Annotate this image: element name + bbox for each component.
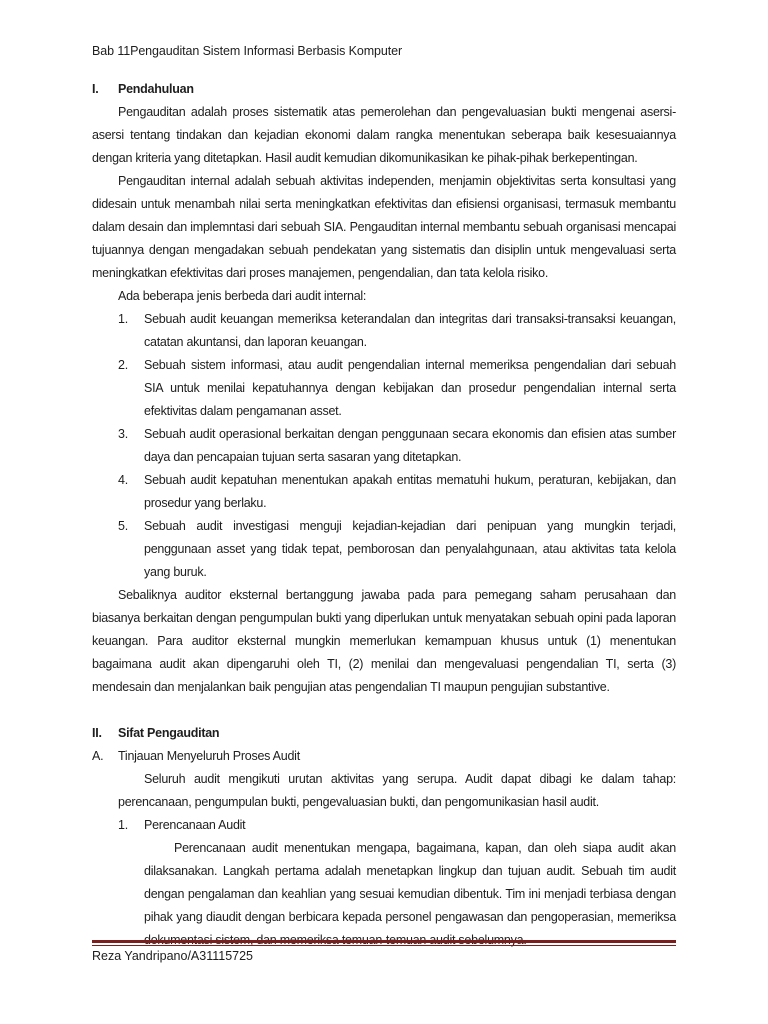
section-number: II. — [92, 726, 102, 740]
paragraph: Sebaliknya auditor eksternal bertanggung jawaba pada para pemegang saham perusahaan dan biasanya berkaitan dengan pengumpulan bukti yang diperlukan untuk menyatakan sebuah opini pada laporan keuangan. Para auditor eksternal mungkin memerlukan kemampuan khusus untuk (1) menentukan bagaimana audit akan dipengaruhi oleh TI, (2) menilai dan mengevaluasi pengendalian TI, serta (3) mendesain dan menjalankan baik pengujian atas pengendalian TI maupun pengujian substantive. — [92, 588, 676, 694]
list-item-text: Sebuah audit keuangan memeriksa keterandalan dan integritas dari transaksi-transaksi keuangan, catatan akuntansi, dan laporan keuangan. — [144, 312, 676, 349]
list-item — [92, 469, 676, 515]
section-title: Pendahuluan — [118, 82, 194, 96]
subsection-letter: A. — [92, 749, 104, 763]
page-footer: Reza Yandripano/A31115725 — [92, 949, 254, 963]
paragraph: Perencanaan audit menentukan mengapa, bagaimana, kapan, dan oleh siapa audit akan dilaksanakan. Langkah pertama adalah menetapkan lingkup dan tujuan audit. Sebuah tim audit dengan pengalaman dan keahlian yang sesuai kemudian dibentuk. Tim ini menjadi terbiasa dengan pihak yang diaudit dengan berbicara kepada personel pengawasan dan pengoperasian, memeriksa — [144, 841, 676, 924]
subsection-heading-a — [92, 745, 676, 768]
subsection-title: Tinjauan Menyeluruh Proses Audit — [118, 749, 300, 763]
list-item — [92, 308, 676, 354]
section-title: Sifat Pengauditan — [118, 726, 220, 740]
list-number: 5. — [118, 519, 128, 533]
footer-rule-thin — [92, 945, 676, 946]
paragraph: Pengauditan adalah proses sistematik atas pemerolehan dan pengevaluasian bukti mengenai asersi-asersi tentang tindakan dan kejadian ekonomi dalam rangka menentukan seberapa baik kesesuaiannya dengan kriteria yang ditetapkan. Hasil audit kemudian dikomunikasikan ke pihak-pihak berkepentingan. — [92, 105, 676, 165]
list-item — [92, 423, 676, 469]
list-item-text: Sebuah audit investigasi menguji kejadian-kejadian dari penipuan yang mungkin terjadi, penggunaan asset yang tidak tepat, pemborosan dan penyalahgunaan, atau aktivitas tata kelola yang buruk. — [144, 519, 676, 579]
paragraph: Seluruh audit mengikuti urutan aktivitas yang serupa. Audit dapat dibagi ke dalam tahap: perencanaan, pengumpulan bukti, pengevaluasian bukti, dan pengomunikasian hasil audit. — [118, 772, 676, 809]
list-intro: Ada beberapa jenis berbeda dari audit internal: — [118, 289, 367, 303]
list-number: 1. — [118, 312, 128, 326]
audit-types-list — [92, 308, 676, 584]
list-number: 3. — [118, 427, 128, 441]
footer-rule-thick — [92, 940, 676, 943]
section-heading-1 — [92, 78, 676, 101]
subsection-number: 1. — [118, 818, 128, 832]
spacer — [92, 699, 676, 722]
list-item — [92, 354, 676, 423]
section-heading-2 — [92, 722, 676, 745]
list-item-text: Sebuah audit kepatuhan menentukan apakah entitas mematuhi hukum, peraturan, kebijakan, dan prosedur yang berlaku. — [144, 473, 676, 510]
subsection-title: Perencanaan Audit — [144, 818, 246, 832]
list-item — [92, 515, 676, 584]
list-item-text: Sebuah audit operasional berkaitan dengan penggunaan secara ekonomis dan efisien atas sumber daya dan pencapaian tujuan serta sasaran yang ditetapkan. — [144, 427, 676, 464]
section-number: I. — [92, 82, 99, 96]
paragraph: Pengauditan internal adalah sebuah aktivitas independen, menjamin objektivitas serta konsultasi yang didesain untuk menambah nilai serta meningkatkan efektivitas dan efisiensi organisasi, termasuk membantu dalam desain dan implemntasi dari sebuah SIA. Pengauditan internal membantu sebuah organisasi mencapai tujuannya dengan mengadakan sebuah pendekatan yang sistematis dan disiplin untuk mengevaluasi serta meningkatkan efektivitas dari proses manajemen, pengendalian, dan tata kelola risiko. — [92, 174, 676, 280]
list-item-text: Sebuah sistem informasi, atau audit pengendalian internal memeriksa pengendalian dari sebuah SIA untuk menilai kepatuhannya dengan kebijakan dan prosedur pengendalian internal serta efektivitas dalam pengamanan asset. — [144, 358, 676, 418]
list-number: 4. — [118, 473, 128, 487]
subsection-heading-1 — [92, 814, 676, 837]
page-header: Bab 11Pengauditan Sistem Informasi Berbasis Komputer — [92, 44, 403, 58]
list-number: 2. — [118, 358, 128, 372]
document-body — [92, 78, 676, 952]
